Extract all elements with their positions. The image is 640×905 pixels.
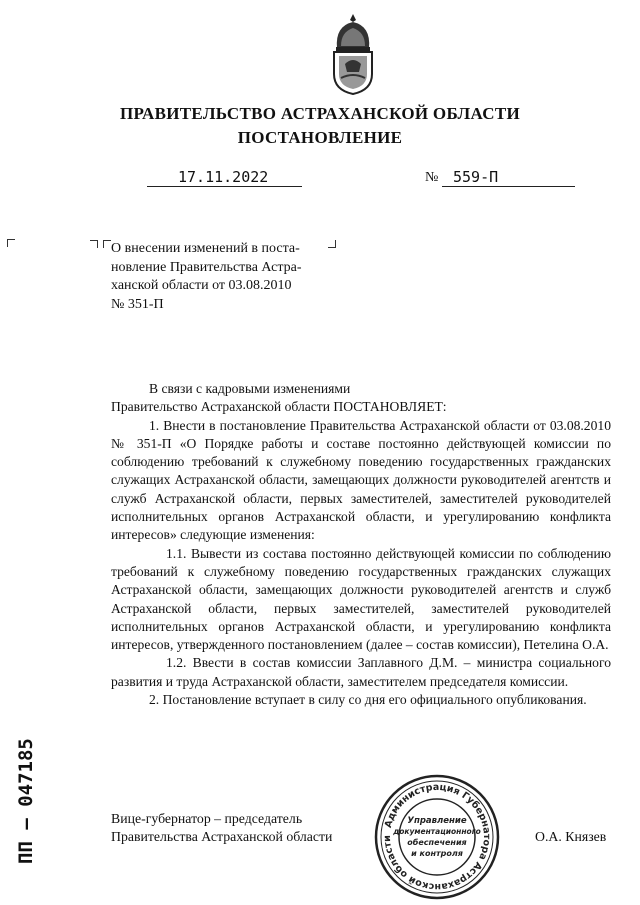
subject-line: новление Правительства Астра-	[111, 259, 302, 275]
seal-center-line: и контроля	[411, 849, 463, 858]
seal-center-line: документационного	[393, 827, 481, 836]
official-seal	[373, 773, 501, 901]
number-label: №	[425, 170, 439, 185]
signatory-name: О.А. Князев	[535, 829, 607, 844]
intro-line: Правительство Астраханской области ПОСТАНОВЛЯЕТ:	[111, 399, 447, 415]
side-registration-number	[12, 712, 38, 867]
paragraph-1: 1. Внести в постановление Правительства Астраханской области от 03.08.2010 № 351-П «О Порядке работы и составе постоянно действующей комиссии по соблюдению требований к служебному поведению государственных гражданских служащих Астраханской области, замещающих должности руководителей агентств и служб Астраханской области, первых заместителей, заместителей руководителей исполнительных органов Астраханской области, и урегулированию конфликта интересов» следующие изменения:	[111, 417, 611, 543]
document-body	[111, 380, 611, 709]
side-stamp-text: ПП – 047185	[15, 738, 37, 864]
corner-mark	[7, 239, 15, 247]
subject-line: № 351-П	[111, 297, 164, 313]
document-type: ПОСТАНОВЛЕНИЕ	[237, 128, 403, 147]
document-number: 559-П	[453, 168, 499, 186]
seal-center-line: Управление	[407, 816, 467, 826]
corner-mark	[103, 240, 111, 248]
seal-ring-text: Администрация Губернатора Астраханской области	[381, 781, 493, 893]
seal-center-line: обеспечения	[407, 838, 467, 847]
signatory-position-line1: Вице-губернатор – председатель	[111, 811, 303, 826]
corner-mark	[90, 240, 98, 248]
document-date: 17.11.2022	[178, 168, 269, 186]
organization-title: ПРАВИТЕЛЬСТВО АСТРАХАНСКОЙ ОБЛАСТИ	[120, 104, 520, 123]
coat-of-arms-emblem	[325, 12, 381, 96]
signatory-position-line2: Правительства Астраханской области	[111, 829, 333, 844]
paragraph-1-1: 1.1. Вывести из состава постоянно действующей комиссии по соблюдению требований к служебному поведению государственных гражданских служащих Астраханской области, замещающих должности руководителей агентств и служб Астраханской области, первых заместителей, заместителей руководителей исполнительных органов Астраханской области, и урегулированию конфликта интересов, утвержденного постановлением (далее – состав комиссии), Петелина О.А.	[111, 545, 611, 653]
subject-line: О внесении изменений в поста-	[111, 241, 300, 256]
paragraph-1-2: 1.2. Ввести в состав комиссии Заплавного Д.М. – министра социального развития и труда Астраханской области, заместителем председателя комиссии.	[111, 655, 611, 689]
paragraph-2: 2. Постановление вступает в силу со дня его официального опубликования.	[149, 692, 587, 708]
document-subject	[111, 240, 331, 315]
number-underline	[442, 186, 575, 187]
intro-line: В связи с кадровыми изменениями	[149, 381, 351, 396]
date-underline	[147, 186, 302, 187]
subject-line: ханской области от 03.08.2010	[111, 278, 292, 294]
